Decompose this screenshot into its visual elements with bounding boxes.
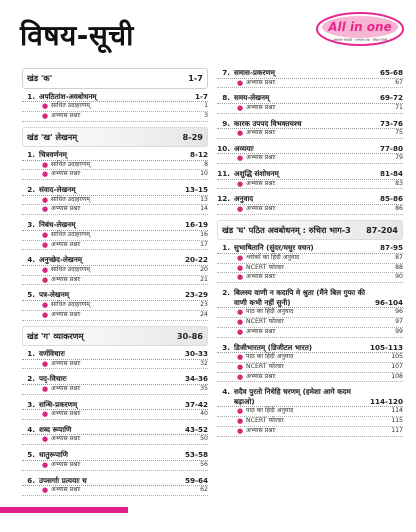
subentry-page: 114 [391,407,403,415]
toc-entry [217,387,403,436]
entry-title: सुभाषितानि (सुंदर/मधुर वचन) [234,243,314,253]
entry-number: 5. [27,290,35,300]
bullet-icon: ● [237,179,244,188]
toc-entry [22,92,208,122]
entry-number: 2. [27,185,35,195]
entry-title: उपसर्गाः प्रत्ययाः च [39,475,87,485]
entry-pages: 37-42 [185,399,208,409]
subentry-label: अभ्यास प्रश्नाः [51,205,81,213]
toc-entry [217,243,403,283]
bullet-icon: ● [237,129,244,138]
bullet-icon: ● [237,327,244,336]
subentry-label: अभ्यास प्रश्नाः [246,179,276,187]
toc-entry [217,194,403,214]
subentry-label: अभ्यास प्रश्नाः [51,486,81,494]
bullet-icon: ● [237,103,244,112]
toc-entry [217,169,403,189]
toc-entry-main [217,68,403,79]
entry-title: डिजीभारतम् (डिजीटल भारत) [234,342,313,352]
toc-entry [217,288,403,337]
toc-entry-main [217,194,403,205]
entry-title: चित्रवर्णनम् [39,150,67,160]
toc-subentry [22,385,208,395]
section-title: खंड 'घ' पठित अवबोधनम् : रुचिरा भाग-3 [222,224,351,235]
subentry-page: 40 [200,410,208,418]
subentry-page: 71 [395,103,403,111]
toc-entry-main [22,150,208,161]
toc-entry [22,425,208,445]
entry-pages: 105-113 [370,342,403,352]
entry-title: अव्ययाः [234,143,254,153]
toc-subentry [217,154,403,164]
subentry-label: साधित उदाहरणम् [51,230,90,238]
toc-subentry [22,231,208,241]
subentry-label: अभ्यास प्रश्नाः [51,410,81,418]
bullet-icon: ● [42,310,49,319]
entry-title: अशुद्धि संशोधनम् [234,169,279,179]
entry-pages: 34-36 [185,374,208,384]
subentry-label: साधित उदाहरणम् [51,160,90,168]
subentry-page: 108 [391,372,403,380]
entry-title: कारक उपपद विभक्तयश्च [234,118,302,128]
entry-title: धातुरूपाणि [39,450,68,460]
toc-subentry [217,427,403,437]
subentry-label: अभ्यास प्रश्नाः [246,129,276,137]
toc-entry-main [22,92,208,103]
toc-subentry [217,180,403,190]
subentry-page: 17 [200,240,208,248]
subentry-label: अभ्यास प्रश्नाः [246,427,276,435]
bullet-icon: ● [42,486,49,495]
entry-title: संवाद-लेखनम् [39,185,76,195]
section-title: खंड 'ग' व्याकरणम् [27,330,84,341]
toc-subentry [22,410,208,420]
subentry-page: 117 [391,427,403,435]
section-title: खंड 'क' [27,73,53,83]
subentry-page: 13 [200,195,208,203]
entry-title: पद्-विचारः [39,374,67,384]
entry-title: समय-लेखनम् [234,93,270,103]
bullet-icon: ● [42,300,49,309]
bullet-icon: ● [237,154,244,163]
bullet-icon: ● [42,265,49,274]
subentry-label: पाठ का हिंदी अनुवाद [246,407,294,415]
toc-entry-main [217,144,403,155]
entry-pages: 59-64 [185,475,208,485]
toc-subentry [22,102,208,112]
toc-subentry [217,417,403,427]
toc-entry [217,343,403,383]
toc-subentry [22,170,208,180]
subentry-label: अभ्यास प्रश्नाः [246,327,276,335]
bullet-icon: ● [42,160,49,169]
subentry-label: अभ्यास प्रश्नाः [246,78,276,86]
bullet-icon: ● [42,170,49,179]
toc-entry [22,374,208,394]
toc-subentry [22,205,208,215]
bullet-icon: ● [237,362,244,371]
toc-entry-main [22,255,208,266]
left-column [22,68,208,501]
bullet-icon: ● [237,427,244,436]
entry-title: अपठितांश-अवबोधनम् [39,91,97,101]
section-heading [22,326,208,347]
subentry-label: पाठ का हिंदी अनुवाद [246,308,294,316]
entry-number: 2. [222,288,230,298]
toc-entry [217,119,403,139]
entry-number: 7. [222,68,230,77]
subentry-label: अभ्यास प्रश्नाः [51,170,81,178]
bullet-icon: ● [42,384,49,393]
bullet-icon: ● [42,195,49,204]
subentry-label: अभ्यास प्रश्नाः [246,372,276,380]
entry-number: 1. [27,150,35,160]
entry-title: पत्र-लेखनम् [39,290,70,300]
section-pages: 8-29 [182,131,203,142]
entry-pages: 20-22 [185,255,208,265]
entry-pages: 77-80 [380,143,403,153]
entry-number: 11. [217,169,230,179]
toc-subentry [217,353,403,363]
subentry-label: पाठ का हिंदी अनुवाद [246,353,294,361]
subentry-label: अभ्यास प्रश्नाः [246,154,276,162]
toc-entry [22,450,208,470]
toc-subentry [22,461,208,471]
subentry-page: 10 [200,170,208,178]
toc-subentry [22,301,208,311]
toc-subentry [22,486,208,496]
toc-entry [217,68,403,88]
bullet-icon: ● [237,273,244,282]
toc-subentry [22,435,208,445]
subentry-label: अभ्यास प्रश्नाः [51,310,81,318]
subentry-page: 56 [200,460,208,468]
section-heading [22,127,208,148]
subentry-label: अभ्यास प्रश्नाः [51,359,81,367]
subentry-label: अभ्यास प्रश्नाः [51,460,81,468]
entry-pages: 16-19 [185,220,208,230]
subentry-label: अभ्यास प्रश्नाः [51,275,81,283]
section-title: खंड 'ख' लेखनम् [27,131,78,142]
entry-number: 3. [27,220,35,230]
subentry-page: 16 [200,230,208,238]
toc-entry [217,93,403,113]
toc-entry-main [217,119,403,130]
entry-title: निबंध-लेखनम् [39,220,76,230]
toc-entry-main [22,349,208,360]
entry-pages: 13-15 [185,185,208,195]
entry-pages: 65-68 [380,68,403,77]
subentry-label: श्लोकों का हिंदी अनुवाद [246,253,300,261]
bullet-icon: ● [42,240,49,249]
section-heading [217,220,403,241]
subentry-page: 83 [395,179,403,187]
subentry-label: अभ्यास प्रश्नाः [246,204,276,212]
subentry-page: 67 [395,78,403,86]
entry-number: 5. [27,450,35,460]
entry-title: अनुवाद [234,194,254,204]
toc-subentry [217,318,403,328]
toc-entry [22,255,208,285]
entry-pages: 43-52 [185,424,208,434]
entry-title: शब्द रूपाणि [39,424,72,434]
subentry-page: 21 [200,275,208,283]
toc-entry-main [22,220,208,231]
logo-tagline: अध्ययन सामग्री · अभ्यास प्रश्न · मॉडल पेपर्स [333,38,387,42]
subentry-page: 105 [391,353,403,361]
entry-title: सन्धि-प्रकरणम् [39,399,78,409]
toc-entry [22,290,208,320]
entry-title: बिलस्य वाणी न कदापि मे श्रुता (मैंने बिल गुफा की वाणी कभी नहीं सुनी) [234,288,365,307]
toc-subentry [22,112,208,122]
entry-number: 1. [222,243,230,253]
toc-entry-main [22,476,208,487]
bullet-icon: ● [237,204,244,213]
subentry-page: 24 [200,310,208,318]
entry-pages: 85-86 [380,194,403,204]
section-pages: 30-86 [176,330,203,341]
subentry-page: 14 [200,205,208,213]
subentry-label: अभ्यास प्रश्नाः [246,103,276,111]
subentry-page: 86 [395,204,403,212]
toc-subentry [217,273,403,283]
subentry-label: साधित उदाहरणम् [51,195,90,203]
section-pages: 1-7 [188,73,203,83]
toc-subentry [217,407,403,417]
toc-subentry [22,360,208,370]
subentry-label: अभ्यास प्रश्नाः [51,240,81,248]
subentry-label: साधित उदाहरणम् [51,300,90,308]
entry-title: समास-प्रकरणम् [234,68,275,77]
entry-number: 2. [27,374,35,384]
bullet-icon: ● [42,435,49,444]
bullet-icon: ● [237,417,244,426]
subentry-label: अभ्यास प्रश्नाः [51,384,81,392]
toc-subentry [217,328,403,338]
subentry-page: 20 [200,265,208,273]
subentry-page: 8 [204,160,208,168]
entry-number: 6. [27,475,35,485]
entry-number: 4. [222,387,230,397]
subentry-label: अभ्यास प्रश्नाः [51,111,81,119]
toc-subentry [217,129,403,139]
subentry-label: अभ्यास प्रश्नाः [246,273,276,281]
page-title: विषय-सूची [20,19,134,52]
entry-pages: 1-7 [195,91,208,101]
toc-entry-main [22,185,208,196]
toc-entry-main [217,387,403,407]
toc-subentry [22,196,208,206]
bullet-icon: ● [237,263,244,272]
bullet-icon: ● [42,205,49,214]
subentry-page: 50 [200,435,208,443]
toc-subentry [22,266,208,276]
bullet-icon: ● [237,253,244,262]
subentry-page: 32 [200,359,208,367]
subentry-page: 107 [391,362,403,370]
toc-subentry [217,373,403,383]
subentry-label: NCERT फोल्डर [246,362,284,370]
section-heading [22,68,208,89]
entry-pages: 69-72 [380,93,403,103]
subentry-page: 96 [395,308,403,316]
subentry-label: NCERT फोल्डर [246,317,284,325]
entry-number: 4. [27,424,35,434]
bullet-icon: ● [237,78,244,87]
toc-entry-main [22,425,208,436]
toc-entry [22,400,208,420]
toc-entry-main [217,288,403,308]
bullet-icon: ● [42,359,49,368]
subentry-label: NCERT फोल्डर [246,263,284,271]
toc-entry-main [22,374,208,385]
subentry-page: 88 [395,263,403,271]
subentry-page: 99 [395,327,403,335]
logo-text: All in one [328,20,392,34]
toc-entry-main [217,93,403,104]
bullet-icon: ● [42,410,49,419]
entry-pages: 53-58 [185,450,208,460]
subentry-page: 3 [204,111,208,119]
entry-pages: 81-84 [380,169,403,179]
entry-pages: 8-12 [190,150,208,160]
entry-number: 1. [27,349,35,359]
toc-subentry [22,241,208,251]
entry-number: 10. [217,143,230,153]
all-in-one-logo [316,12,404,46]
toc-entry-main [22,450,208,461]
bullet-icon: ● [237,317,244,326]
subentry-page: 87 [395,253,403,261]
entry-number: 12. [217,194,230,204]
bullet-icon: ● [42,230,49,239]
toc-entry [22,150,208,180]
entry-number: 3. [27,399,35,409]
toc-entry-main [22,290,208,301]
toc-entry-main [217,169,403,180]
entry-pages: 87-95 [380,243,403,253]
entry-number: 8. [222,93,230,103]
subentry-page: 35 [200,384,208,392]
toc-entry [217,144,403,164]
bullet-icon: ● [42,275,49,284]
entry-number: 9. [222,118,230,128]
subentry-page: 90 [395,273,403,281]
entry-number: 3. [222,342,230,352]
bullet-icon: ● [237,308,244,317]
toc-entry-main [217,243,403,254]
entry-title: सदैव पुरतो निधेहि चरणम् (हमेशा आगे कदम बढ़ाओ) [234,387,351,406]
toc-subentry [22,161,208,171]
subentry-page: 62 [200,486,208,494]
toc-entry [22,476,208,496]
bullet-icon: ● [237,407,244,416]
right-column [217,68,403,442]
section-pages: 87-204 [366,224,398,235]
toc-entry [22,220,208,250]
subentry-page: 97 [395,317,403,325]
toc-subentry [217,254,403,264]
bullet-icon: ● [237,353,244,362]
toc-subentry [217,205,403,215]
bullet-icon: ● [42,111,49,120]
toc-entry [22,185,208,215]
subentry-label: साधित उदाहरणम् [51,265,90,273]
entry-title: वर्णविचारः [39,349,65,359]
subentry-page: 1 [204,102,208,109]
toc-subentry [217,104,403,114]
subentry-label: NCERT फोल्डर [246,417,284,425]
subentry-page: 79 [395,154,403,162]
entry-title: अनुच्छेद-लेखनम् [39,255,83,265]
subentry-label: साधित उदाहरणम् [51,102,90,109]
entry-number: 4. [27,255,35,265]
bullet-icon: ● [237,372,244,381]
entry-pages: 96-104 [375,297,403,307]
toc-subentry [217,363,403,373]
entry-pages: 73-76 [380,118,403,128]
subentry-page: 115 [391,417,403,425]
subentry-page: 75 [395,129,403,137]
subentry-page: 23 [200,300,208,308]
entry-pages: 23-29 [185,290,208,300]
toc-subentry [22,276,208,286]
toc-entry-main [217,343,403,354]
entry-pages: 30-33 [185,349,208,359]
bullet-icon: ● [42,102,49,110]
entry-pages: 114-120 [370,396,403,406]
entry-number: 1. [27,91,35,101]
toc-entry [22,349,208,369]
toc-subentry [217,264,403,274]
toc-entry-main [22,400,208,411]
toc-subentry [217,79,403,89]
bullet-icon: ● [42,460,49,469]
bottom-accent-bar [0,507,128,513]
subentry-label: अभ्यास प्रश्नाः [51,435,81,443]
toc-subentry [217,308,403,318]
toc-subentry [22,311,208,321]
